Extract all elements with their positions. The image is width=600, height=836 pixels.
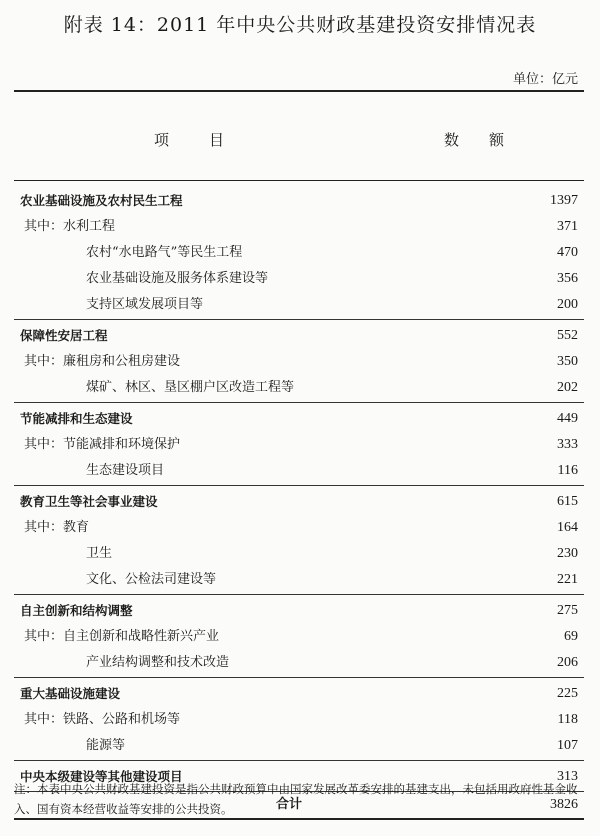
table-group (14, 486, 584, 595)
row-label: 其中：廉租房和公租房建设 (24, 354, 181, 369)
table-row (14, 375, 584, 401)
table-group (14, 181, 584, 320)
row-label: 农业基础设施及服务体系建设等 (86, 271, 269, 286)
footnote: 注：本表中央公共财政基建投资是指公共财政预算中由国家发展改革委安排的基建支出，未包括用政府性基金收入、国有资本经营收益等安排的公共投资。 (14, 782, 578, 816)
row-label: 其中：教育 (24, 520, 90, 535)
table-row (14, 567, 584, 593)
table-row (14, 432, 584, 458)
unit-label: 单位：亿元 (512, 72, 578, 87)
row-label: 农村“水电路气”等民生工程 (86, 245, 243, 260)
table-row (14, 707, 584, 733)
table-header (14, 92, 584, 181)
total-value: 3826 (550, 797, 578, 812)
row-value: 69 (564, 629, 578, 644)
table-group (14, 403, 584, 486)
table-row (14, 598, 584, 624)
table-group (14, 595, 584, 678)
row-label: 农业基础设施及农村民生工程 (20, 193, 183, 208)
row-label: 能源等 (86, 738, 126, 753)
table-row (14, 541, 584, 567)
table-row (14, 323, 584, 349)
row-label: 其中：自主创新和战略性新兴产业 (24, 629, 220, 644)
row-label: 其中：节能减排和环境保护 (24, 437, 181, 452)
table-row (14, 349, 584, 375)
row-value: 200 (557, 297, 578, 312)
row-value: 221 (557, 572, 578, 587)
row-label: 自主创新和结构调整 (20, 603, 133, 618)
table-row (14, 681, 584, 707)
row-value: 107 (557, 738, 578, 753)
investment-table (14, 90, 584, 820)
row-value: 615 (557, 494, 578, 509)
row-value: 202 (557, 380, 578, 395)
row-value: 449 (557, 411, 578, 426)
row-value: 230 (557, 546, 578, 561)
table-body (14, 181, 584, 792)
table-row (14, 733, 584, 759)
row-label: 教育卫生等社会事业建设 (20, 494, 158, 509)
row-value: 313 (557, 769, 578, 784)
header-amount: 数额 (443, 131, 534, 149)
row-value: 164 (557, 520, 578, 535)
row-label: 保障性安居工程 (20, 328, 108, 343)
table-row (14, 188, 584, 214)
row-value: 116 (557, 463, 578, 478)
table-row (14, 214, 584, 240)
table-row (14, 406, 584, 432)
table-row (14, 489, 584, 515)
row-label: 文化、公检法司建设等 (86, 572, 217, 587)
row-label: 产业结构调整和技术改造 (86, 655, 230, 670)
row-label: 卫生 (86, 546, 113, 561)
table-row (14, 458, 584, 484)
row-value: 350 (557, 354, 578, 369)
row-label: 其中：水利工程 (24, 219, 116, 234)
row-value: 118 (557, 712, 578, 727)
header-item: 项目 (154, 131, 265, 149)
table-row (14, 292, 584, 318)
table-group (14, 678, 584, 761)
table-title: 附表 14：2011 年中央公共财政基建投资安排情况表 (63, 14, 537, 36)
row-value: 333 (557, 437, 578, 452)
row-value: 1397 (550, 193, 578, 208)
row-label: 其中：铁路、公路和机场等 (24, 712, 181, 727)
row-value: 470 (557, 245, 578, 260)
row-label: 煤矿、林区、垦区棚户区改造工程等 (86, 380, 295, 395)
table-row (14, 515, 584, 541)
row-label: 生态建设项目 (86, 463, 165, 478)
table-row (14, 650, 584, 676)
table-row (14, 266, 584, 292)
table-group (14, 320, 584, 403)
row-value: 371 (557, 219, 578, 234)
row-label: 中央本级建设等其他建设项目 (20, 769, 183, 784)
row-value: 225 (557, 686, 578, 701)
row-label: 支持区域发展项目等 (86, 297, 204, 312)
row-value: 206 (557, 655, 578, 670)
table-row (14, 624, 584, 650)
table-row (14, 240, 584, 266)
row-label: 重大基础设施建设 (20, 686, 121, 701)
row-value: 552 (557, 328, 578, 343)
row-value: 275 (557, 603, 578, 618)
row-value: 356 (557, 271, 578, 286)
total-label: 合计 (276, 797, 303, 812)
row-label: 节能减排和生态建设 (20, 411, 133, 426)
